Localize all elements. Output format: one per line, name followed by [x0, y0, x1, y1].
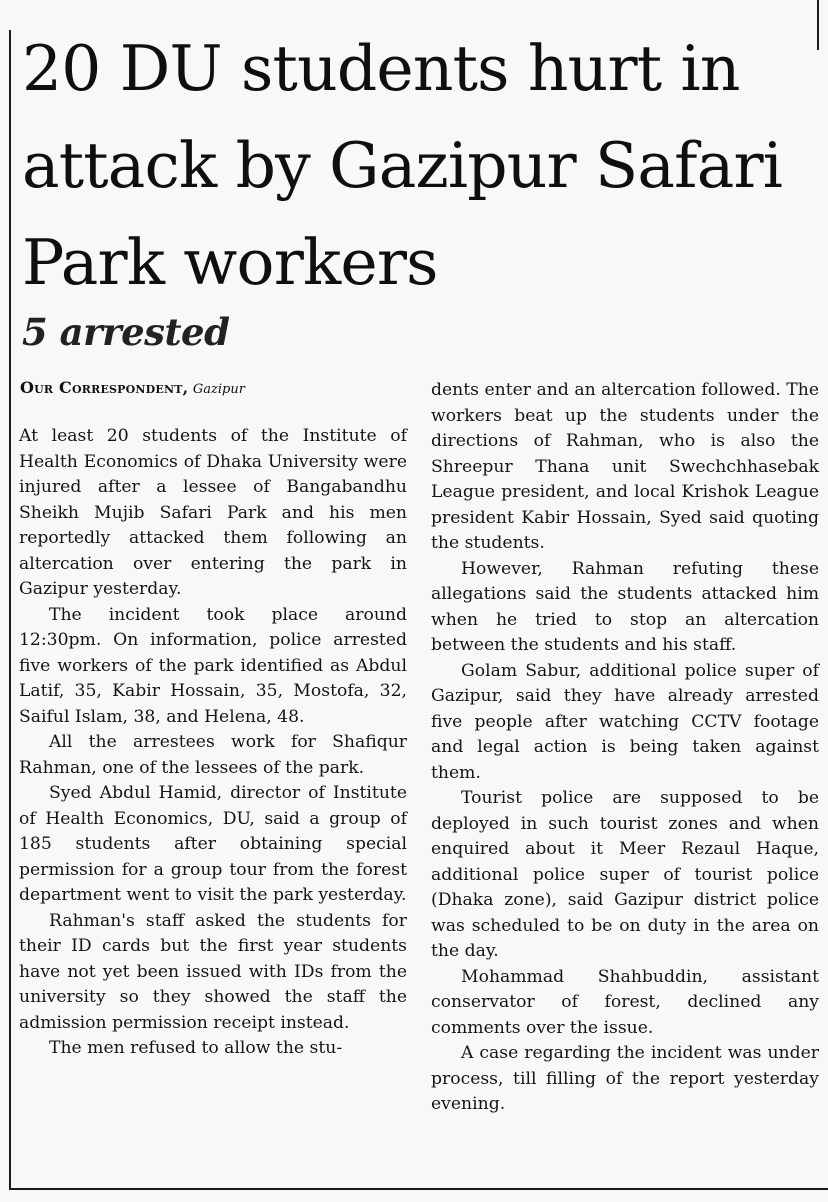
paragraph: Rahman's staff asked the students for their ID cards but the first year students have not yet been issued with IDs from the university so they showed the staff the admission permission receipt instead. [19, 910, 407, 1033]
article-column-2 [431, 378, 819, 1118]
byline-location: Gazipur [192, 382, 245, 397]
paragraph: However, Rahman refuting these allegations said the students attacked him when he tried to stop an altercation between the students and his staff. [431, 558, 819, 655]
paragraph: dents enter and an altercation followed. The workers beat up the students under the directions of Rahman, who is also the Shreepur Thana unit Swechchhasebak League president, and local Krishok League president Kabir Hossain, Syed said quoting the students. [431, 380, 819, 553]
byline [20, 378, 415, 397]
article-column-1 [19, 424, 407, 1062]
paragraph: The men refused to allow the stu- [49, 1038, 343, 1058]
subheadline: 5 arrested [22, 310, 230, 354]
headline: 20 DU students hurt in attack by Gazipur Safari Park workers [22, 32, 783, 299]
paragraph: The incident took place around 12:30pm. On information, police arrested five workers of the park identified as Abdul Latif, 35, Kabir Hossain, 35, Mostofa, 32, Saiful Islam, 38, and Helena, 48. [19, 604, 407, 727]
byline-author: Our Correspondent, [20, 378, 189, 397]
paragraph: Tourist police are supposed to be deployed in such tourist zones and when enquired about it Meer Rezaul Haque, additional police super of tourist police (Dhaka zone), said Gazipur district police was scheduled to be on duty in the area on the day. [431, 788, 819, 961]
left-border-rule [9, 30, 11, 1190]
paragraph: Golam Sabur, additional police super of Gazipur, said they have already arrested five people after watching CCTV footage and legal action is being taken against them. [431, 660, 819, 783]
paragraph: Mohammad Shahbuddin, assistant conservator of forest, declined any comments over the issue. [431, 966, 819, 1038]
paragraph: Syed Abdul Hamid, director of Institute of Health Economics, DU, said a group of 185 students after obtaining special permission for a group tour from the forest department went to visit the park yesterday. [19, 783, 407, 905]
paragraph: All the arrestees work for Shafiqur Rahman, one of the lessees of the park. [19, 732, 407, 778]
paragraph: A case regarding the incident was under process, till filling of the report yesterday evening. [431, 1043, 819, 1114]
paragraph: At least 20 students of the Institute of Health Economics of Dhaka University were injured after a lessee of Bangabandhu Sheikh Mujib Safari Park and his men reportedly attacked them following an altercation over entering the park in Gazipur yesterday. [19, 426, 407, 599]
bottom-border-rule [9, 1188, 828, 1190]
